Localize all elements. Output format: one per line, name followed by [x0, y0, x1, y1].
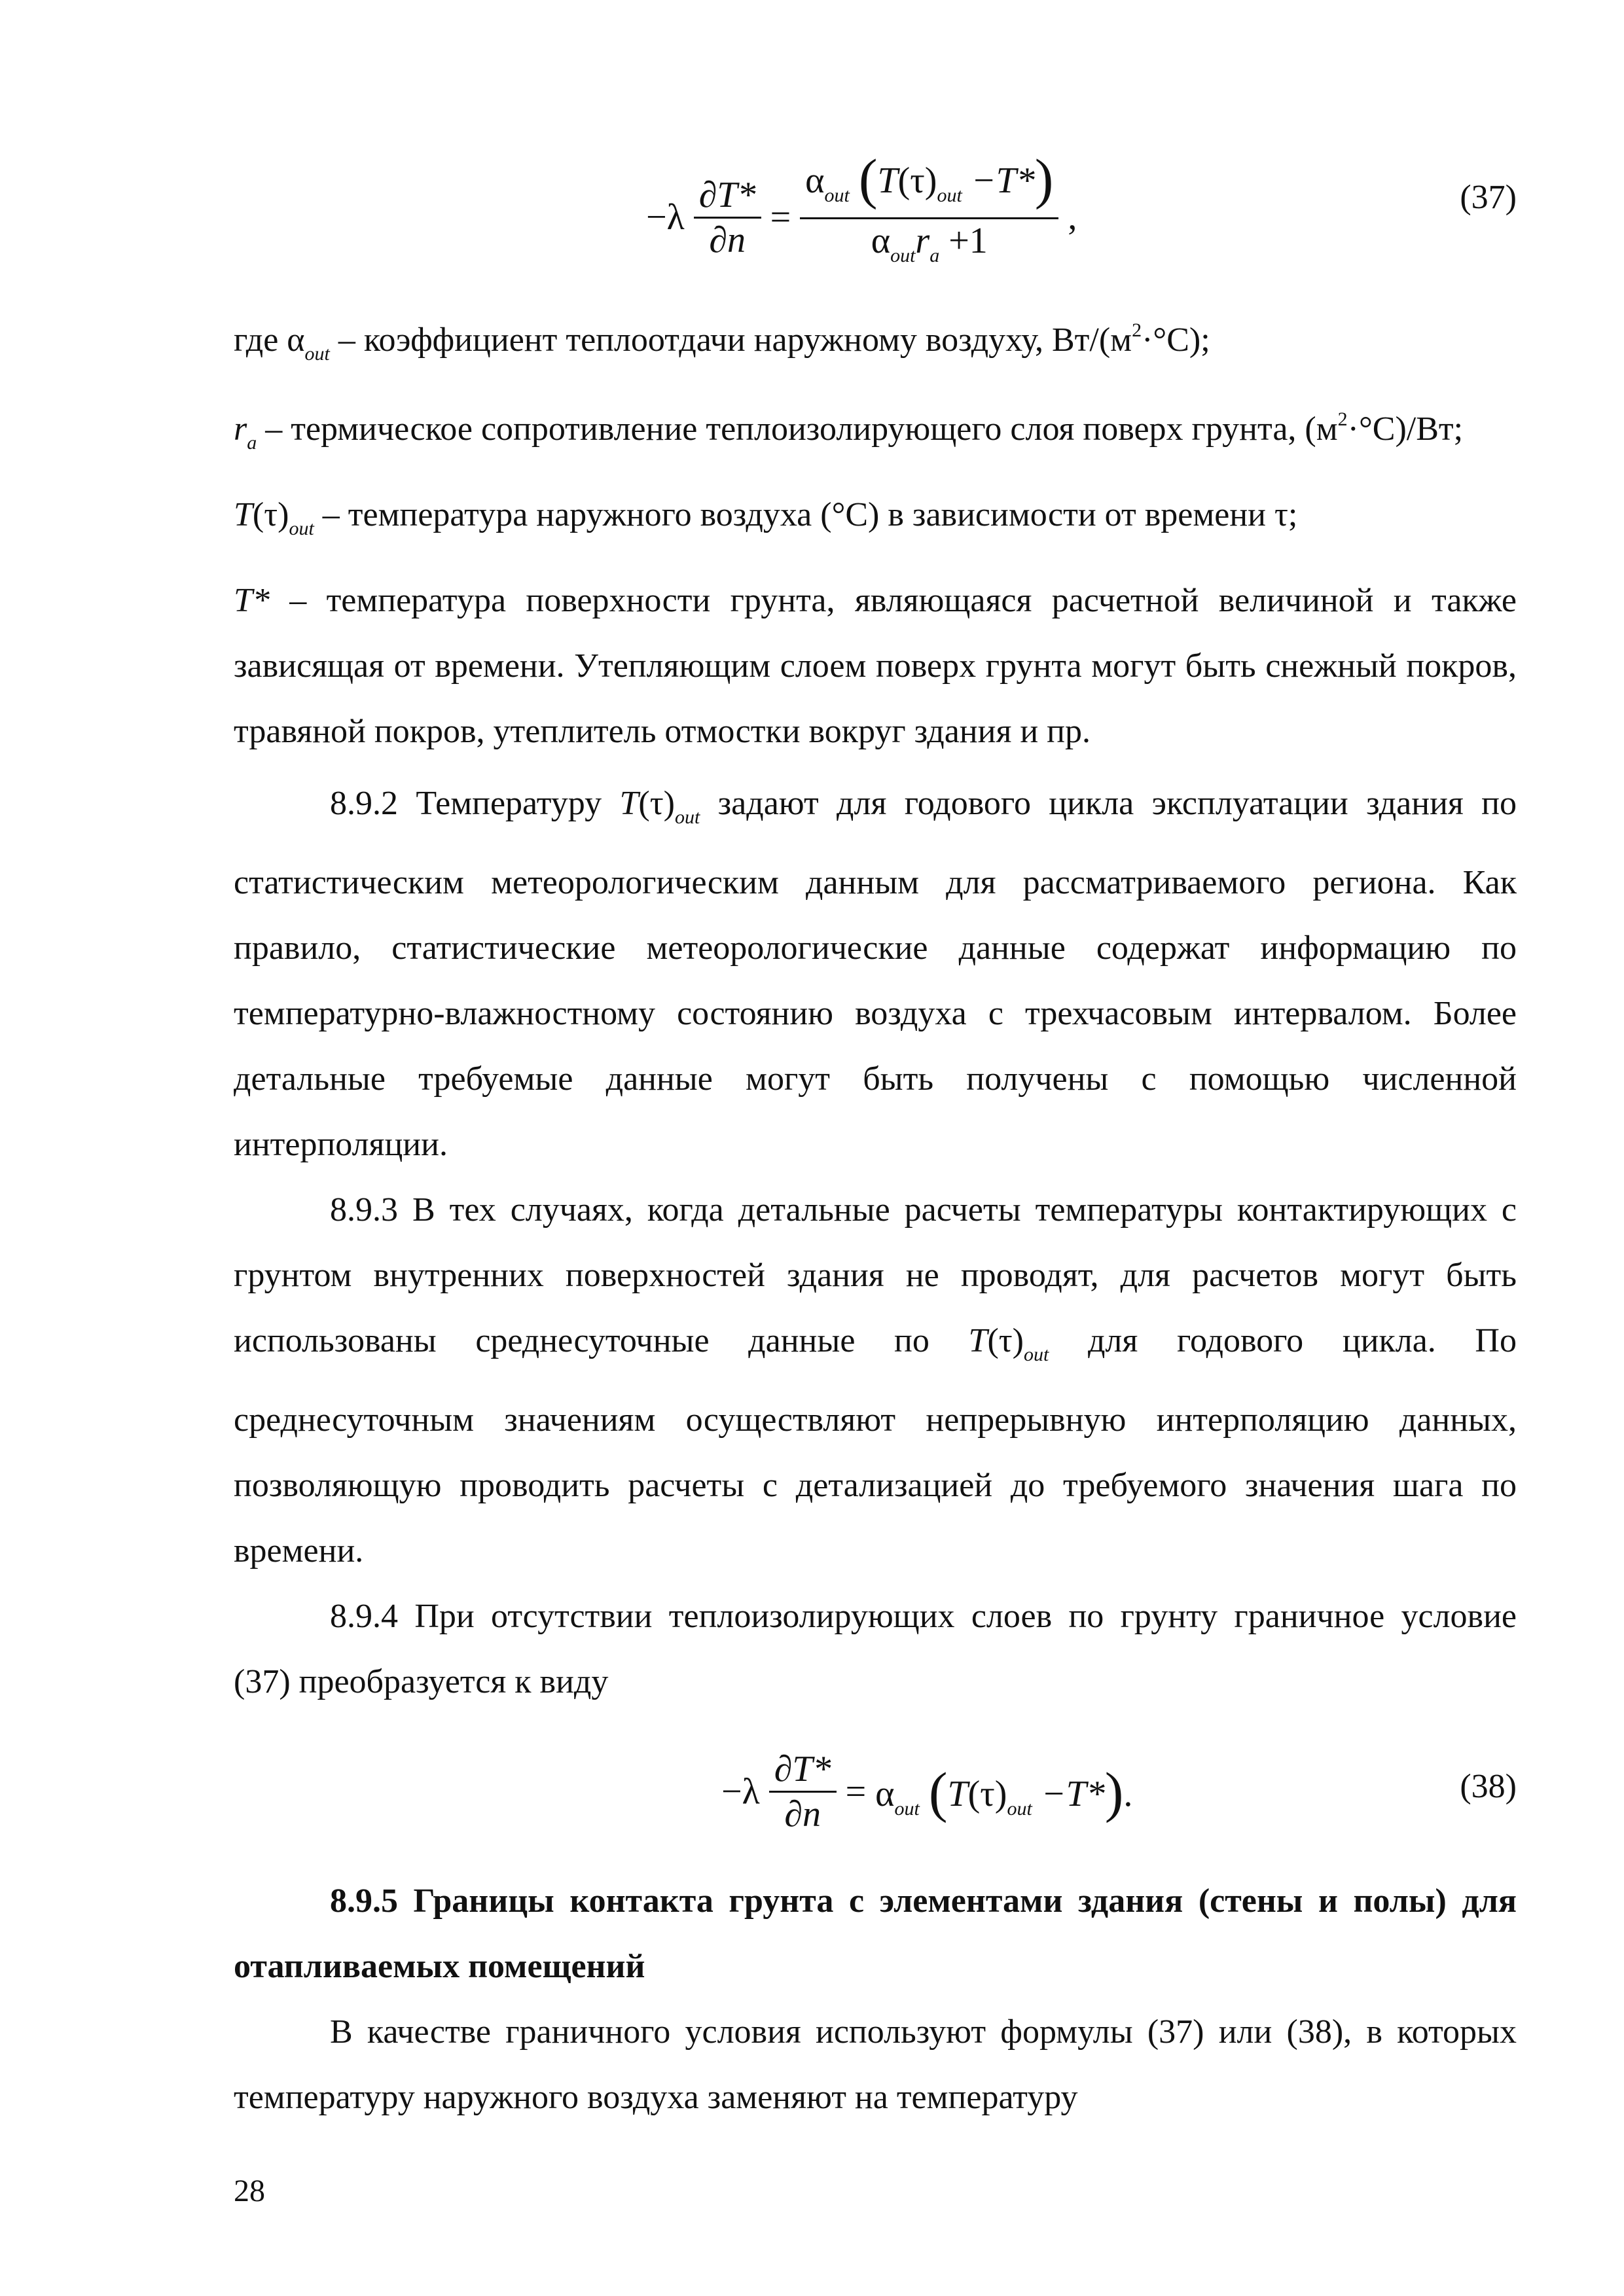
definition-alpha [234, 298, 1517, 387]
eq37-lhs-numerator: ∂T* [694, 173, 761, 219]
eq37-lhs-fraction [694, 173, 761, 262]
definition-ra-sup: 2 [1337, 408, 1348, 430]
paragraph-8-9-2-start: 8.9.2 Температуру [330, 785, 620, 822]
definition-alpha-text: – коэффициент теплоотдачи наружному воздуху, Вт/(м [329, 321, 1132, 359]
eq38-T: T [947, 1773, 968, 1814]
eq38-open-paren: ( [928, 1760, 948, 1823]
equation-37 [234, 144, 1517, 275]
paragraph-8-9-3-rest: для годового цикла. По среднесуточным значениям осуществляют непрерывную интерполяцию данных, позволяющую проводить расчеты с детализацией до требуемого значения шага по времени. [234, 1322, 1517, 1570]
eq38-close-paren: ) [1104, 1760, 1124, 1823]
eq37-equals: = [770, 197, 791, 238]
eq38-minus-tstar: −T* [1041, 1773, 1105, 1814]
equation-37-formula [646, 147, 1077, 278]
eq37-num-T: T [877, 160, 898, 201]
paragraph-8-9-5-body: В качестве граничного условия используют формулы (37) или (38), в которых температуру наружного воздуха заменяют на температуру [234, 2013, 1517, 2116]
eq37-den-r-sub: a [929, 245, 940, 266]
definition-ra-text: – термическое сопротивление теплоизолирующего слоя поверх грунта, (м [257, 410, 1338, 448]
eq37-rhs-denominator [800, 219, 1058, 278]
eq37-minus-lambda: −λ [646, 197, 685, 238]
eq37-den-alpha: α [871, 221, 891, 261]
paragraph-8-9-3-sub: out [1023, 1344, 1049, 1365]
eq37-den-r: r [915, 221, 930, 261]
body-text [234, 298, 1517, 1715]
definition-alpha-sup: 2 [1132, 319, 1142, 341]
eq37-close-paren: ) [1034, 147, 1054, 210]
eq37-den-alpha-sub: out [890, 245, 916, 266]
paragraph-8-9-4: 8.9.4 При отсутствии теплоизолирующих слоев по грунту граничное условие (37) преобразуется к виду [234, 1598, 1517, 1700]
definition-alpha-tail: ·°С); [1142, 321, 1210, 359]
definition-tstar-symbol: T* [234, 582, 270, 619]
eq37-den-plus-one: +1 [948, 221, 988, 261]
equation-37-number: (37) [1460, 179, 1517, 216]
paragraph-8-9-2-symbol: T [619, 785, 639, 822]
eq37-rhs-fraction [800, 147, 1058, 278]
eq37-num-alpha-sub: out [824, 185, 850, 206]
paragraph-8-9-2-tau: (τ) [638, 785, 675, 822]
definition-ra-sub: a [247, 432, 257, 454]
eq38-tau: (τ) [967, 1773, 1007, 1814]
definition-ra-tail: ·°С)/Вт; [1347, 410, 1464, 448]
eq38-dot: . [1123, 1773, 1133, 1814]
definition-tout-symbol: T [234, 496, 253, 533]
eq37-num-tau: (τ) [897, 160, 937, 201]
paragraph-8-9-2-rest: задают для годового цикла эксплуатации здания по статистическим метеорологическим данным для рассматриваемого региона. Как правило, статистические метеорологические данные содержат информацию по температурно-влажностному состоянию воздуха с трехчасовым интервалом. Более детальные требуемые данные могут быть получены с помощью численной интерполяции. [234, 785, 1517, 1163]
definition-tout-tau: (τ) [252, 496, 289, 533]
definition-tout-text: – температура наружного воздуха (°С) в зависимости от времени τ; [314, 496, 1298, 533]
eq38-rhs [875, 1760, 1133, 1823]
paragraph-8-9-3-symbol: T [968, 1322, 988, 1359]
eq37-open-paren: ( [858, 147, 878, 210]
definition-ra [234, 387, 1517, 476]
equation-38-number: (38) [1460, 1768, 1517, 1805]
eq37-num-minus-tstar: −T* [971, 160, 1035, 201]
definition-tout [234, 482, 1517, 562]
eq38-lhs-fraction [769, 1748, 837, 1836]
paragraph-8-9-2 [234, 771, 1517, 1177]
section-8-9-5 [234, 1869, 1517, 2130]
definition-alpha-sub: out [304, 343, 330, 365]
eq38-lhs-denominator: ∂n [784, 1794, 821, 1835]
definition-tout-sub: out [289, 518, 314, 539]
eq38-alpha-sub: out [894, 1797, 920, 1820]
equation-38 [234, 1741, 1517, 1846]
definition-ra-symbol: r [234, 410, 247, 448]
eq37-num-T-sub: out [937, 185, 962, 206]
heading-8-9-5: 8.9.5 Границы контакта грунта с элементами здания (стены и полы) для отапливаемых помещений [234, 1882, 1517, 1985]
definition-alpha-prefix: где [234, 321, 279, 359]
eq38-alpha: α [875, 1773, 895, 1814]
definition-tstar-text: – температура поверхности грунта, являющаяся расчетной величиной и также зависящая от времени. Утепляющим слоем поверх грунта могут быть снежный покров, травяной покров, утеплитель отмостки вокруг здания и пр. [234, 582, 1517, 750]
eq38-lhs-numerator: ∂T* [769, 1748, 837, 1793]
page-number: 28 [234, 2174, 265, 2208]
eq38-T-sub: out [1007, 1797, 1032, 1820]
eq37-rhs-numerator [800, 147, 1058, 219]
definition-tstar [234, 568, 1517, 764]
eq38-equals: = [845, 1771, 867, 1812]
paragraph-8-9-2-sub: out [674, 806, 700, 828]
definition-alpha-symbol: α [287, 321, 305, 359]
paragraph-8-9-3-start: 8.9.3 В тех случаях, когда детальные расчеты температуры контактирующих с грунтом внутренних поверхностей здания не проводят, для расчетов могут быть использованы среднесуточные данные по [234, 1191, 1517, 1359]
eq37-lhs-denominator: ∂n [709, 219, 746, 260]
eq38-minus-lambda: −λ [721, 1771, 760, 1812]
paragraph-8-9-3-tau: (τ) [987, 1322, 1024, 1359]
equation-38-formula [721, 1748, 1132, 1836]
paragraph-8-9-3 [234, 1177, 1517, 1584]
eq37-num-alpha: α [805, 160, 825, 201]
eq37-comma: , [1068, 197, 1077, 238]
